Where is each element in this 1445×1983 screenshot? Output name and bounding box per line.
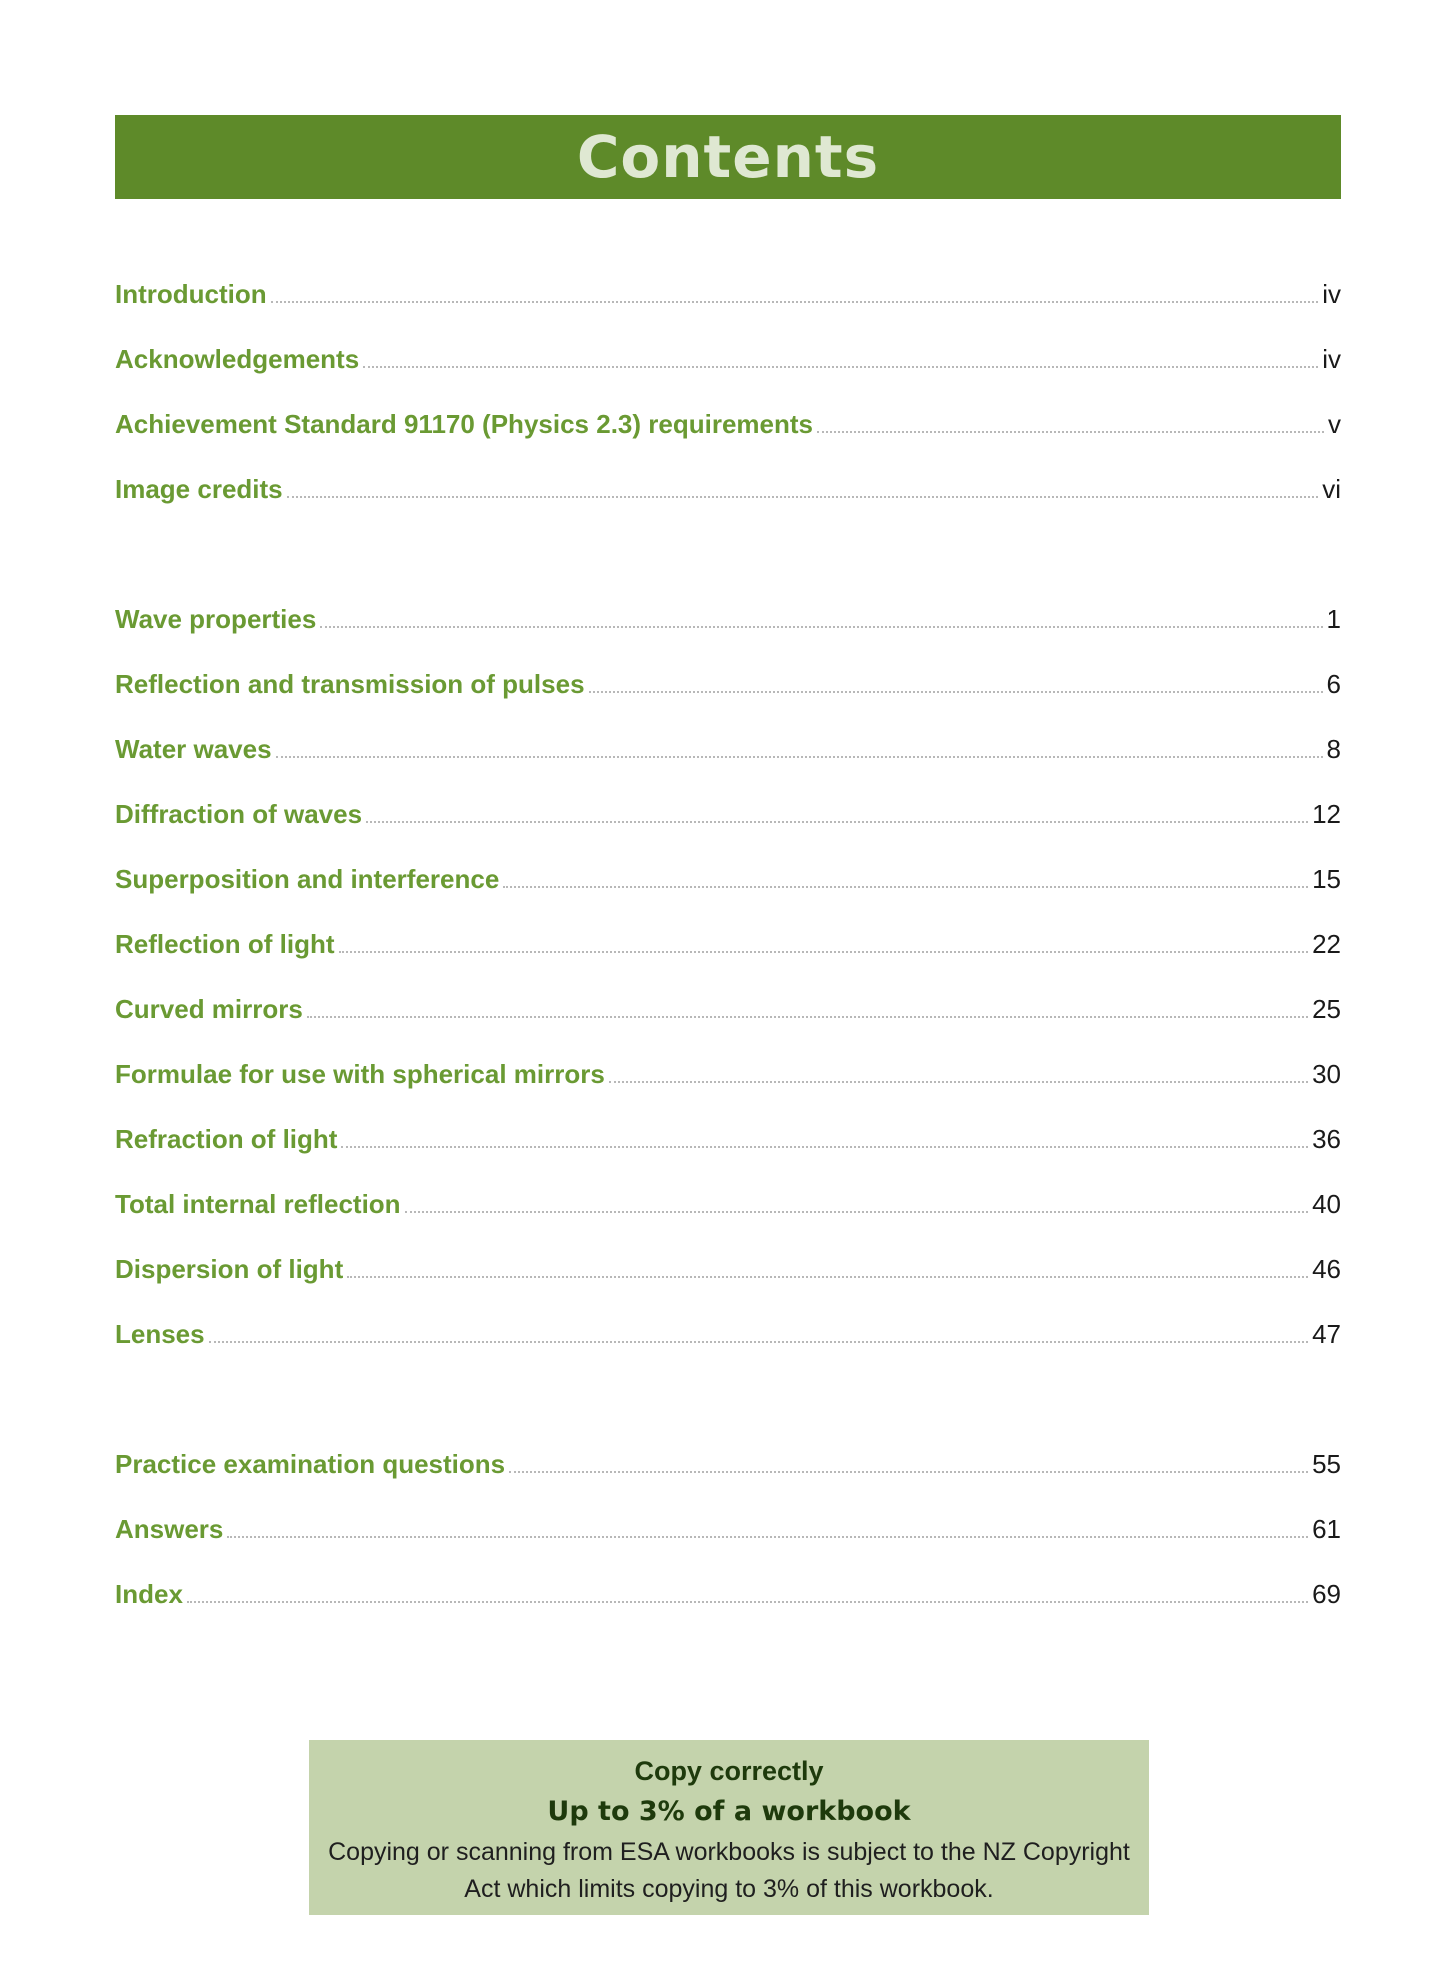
dot-leader: [589, 691, 1323, 693]
dot-leader: [347, 1276, 1308, 1278]
toc-entry[interactable]: [115, 640, 1341, 705]
toc-entry-label: Practice examination questions: [115, 1449, 506, 1479]
table-of-contents: [115, 250, 1341, 1615]
toc-entry-label: Acknowledgements: [115, 344, 360, 374]
toc-entry-page: 30: [1312, 1059, 1341, 1089]
toc-entry-label: Lenses: [115, 1319, 205, 1349]
dot-leader: [363, 366, 1318, 368]
dot-leader: [209, 1341, 1308, 1343]
toc-entry-label: Introduction: [115, 279, 267, 309]
toc-entry-label: Refraction of light: [115, 1124, 338, 1154]
toc-entry-label: Diffraction of waves: [115, 799, 363, 829]
toc-entry-label: Answers: [115, 1514, 224, 1544]
copyright-body-line: Copying or scanning from ESA workbooks is subject to the NZ Copyright: [328, 1838, 1130, 1866]
toc-entry[interactable]: [115, 380, 1341, 445]
toc-entry-page: 6: [1326, 669, 1341, 699]
toc-entry[interactable]: [115, 1160, 1341, 1225]
toc-entry-label: Total internal reflection: [115, 1189, 401, 1219]
toc-entry-page: 46: [1312, 1254, 1341, 1284]
toc-entry[interactable]: [115, 1225, 1341, 1290]
contents-title-bar: [115, 115, 1341, 199]
toc-entry-page: 69: [1312, 1579, 1341, 1609]
page-title: Contents: [576, 123, 880, 191]
dot-leader: [405, 1211, 1309, 1213]
toc-entry-label: Wave properties: [115, 604, 317, 634]
dot-leader: [187, 1601, 1308, 1603]
toc-entry[interactable]: [115, 250, 1341, 315]
toc-entry-page: iv: [1322, 344, 1341, 374]
toc-entry-label: Formulae for use with spherical mirrors: [115, 1059, 605, 1089]
dot-leader: [509, 1471, 1308, 1473]
toc-entry-label: Image credits: [115, 474, 283, 504]
dot-leader: [609, 1081, 1308, 1083]
toc-entry[interactable]: [115, 835, 1341, 900]
toc-entry-page: 15: [1312, 864, 1341, 894]
dot-leader: [339, 951, 1309, 953]
toc-entry-page: 22: [1312, 929, 1341, 959]
toc-entry-page: 61: [1312, 1514, 1341, 1544]
dot-leader: [307, 1016, 1308, 1018]
copyright-body-line: Act which limits copying to 3% of this workbook.: [464, 1875, 994, 1903]
dot-leader: [503, 886, 1308, 888]
toc-entry-page: 40: [1312, 1189, 1341, 1219]
dot-leader: [366, 821, 1308, 823]
dot-leader: [341, 1146, 1308, 1148]
toc-entry[interactable]: [115, 900, 1341, 965]
toc-entry[interactable]: [115, 1290, 1341, 1355]
toc-entry-label: Reflection and transmission of pulses: [115, 669, 585, 699]
toc-entry-page: vi: [1322, 474, 1341, 504]
toc-entry[interactable]: [115, 1485, 1341, 1550]
toc-entry-page: 36: [1312, 1124, 1341, 1154]
section-gap: [115, 510, 1341, 575]
toc-entry[interactable]: [115, 965, 1341, 1030]
copyright-heading: Copy correctly: [634, 1756, 824, 1786]
toc-entry[interactable]: [115, 1420, 1341, 1485]
toc-entry-page: iv: [1322, 279, 1341, 309]
copyright-subheading: Up to 3% of a workbook: [547, 1796, 911, 1827]
dot-leader: [817, 431, 1324, 433]
toc-entry-label: Index: [115, 1579, 183, 1609]
toc-entry-page: 47: [1312, 1319, 1341, 1349]
toc-entry[interactable]: [115, 1030, 1341, 1095]
toc-entry-label: Reflection of light: [115, 929, 335, 959]
toc-entry-page: 8: [1326, 734, 1341, 764]
dot-leader: [320, 626, 1322, 628]
toc-entry-page: 55: [1312, 1449, 1341, 1479]
toc-entry-page: 25: [1312, 994, 1341, 1024]
toc-entry[interactable]: [115, 770, 1341, 835]
toc-entry[interactable]: [115, 1095, 1341, 1160]
toc-entry-label: Water waves: [115, 734, 272, 764]
toc-entry[interactable]: [115, 705, 1341, 770]
toc-entry[interactable]: [115, 445, 1341, 510]
toc-entry[interactable]: [115, 575, 1341, 640]
dot-leader: [227, 1536, 1308, 1538]
toc-entry-label: Achievement Standard 91170 (Physics 2.3) requirements: [115, 409, 813, 439]
dot-leader: [271, 301, 1319, 303]
dot-leader: [276, 756, 1323, 758]
copyright-notice: [309, 1740, 1149, 1915]
toc-entry-label: Dispersion of light: [115, 1254, 344, 1284]
toc-entry-label: Curved mirrors: [115, 994, 303, 1024]
toc-entry-page: v: [1328, 409, 1341, 439]
toc-entry-page: 12: [1312, 799, 1341, 829]
toc-entry[interactable]: [115, 1550, 1341, 1615]
section-gap: [115, 1355, 1341, 1420]
dot-leader: [287, 496, 1319, 498]
toc-entry[interactable]: [115, 315, 1341, 380]
toc-entry-page: 1: [1326, 604, 1341, 634]
toc-entry-label: Superposition and interference: [115, 864, 500, 894]
